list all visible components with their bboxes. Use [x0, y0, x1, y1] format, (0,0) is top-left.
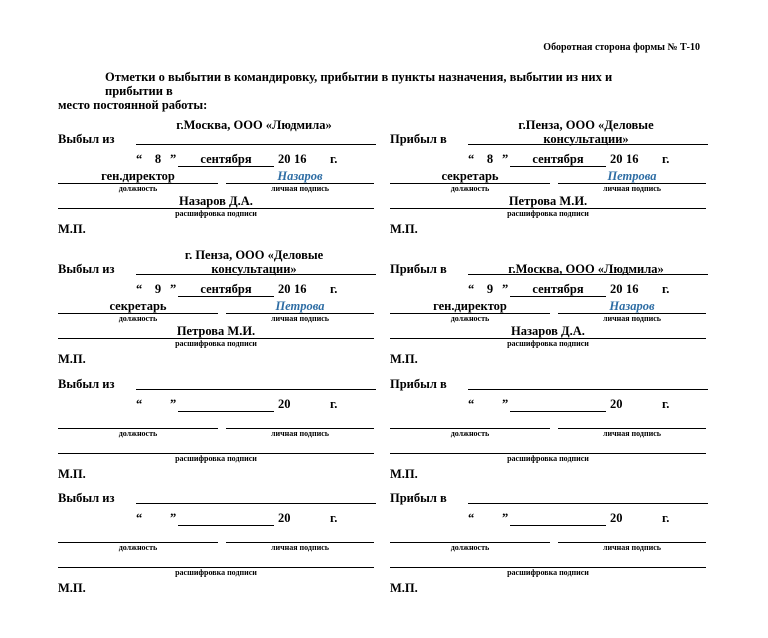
year-suffix: г.	[330, 152, 338, 166]
year-suffix: г.	[330, 397, 338, 411]
departed-label: Выбыл из	[58, 377, 115, 391]
day-value: 9	[486, 282, 494, 296]
place-line-1: г. Пенза, ООО «Деловые	[184, 248, 324, 262]
month-field[interactable]	[178, 166, 274, 167]
year-prefix: 20	[610, 152, 623, 166]
year-suffix: г.	[662, 397, 670, 411]
year-suffix: г.	[330, 282, 338, 296]
month-field[interactable]	[178, 411, 274, 412]
quote-open: “	[136, 152, 143, 166]
position-caption: должность	[450, 184, 490, 193]
departed-label: Выбыл из	[58, 132, 115, 146]
year-prefix: 20	[278, 397, 291, 411]
signature-caption: личная подпись	[271, 184, 329, 193]
place-field[interactable]	[468, 274, 708, 275]
month-value: сентября	[532, 282, 584, 296]
year-prefix: 20	[610, 511, 623, 525]
name-value: Петрова М.И.	[508, 194, 588, 208]
quote-close: ”	[502, 511, 509, 525]
arrived-label: Прибыл в	[390, 262, 447, 276]
place-line-1: г.Москва, ООО «Людмила»	[176, 118, 332, 132]
quote-close: ”	[502, 152, 509, 166]
signature-caption: личная подпись	[603, 543, 661, 552]
month-field[interactable]	[178, 525, 274, 526]
position-caption: должность	[450, 314, 490, 323]
place-line-2: г.Москва, ООО «Людмила»	[508, 262, 664, 276]
signature-caption: личная подпись	[603, 184, 661, 193]
name-value: Петрова М.И.	[176, 324, 256, 338]
year-value: 16	[294, 282, 307, 296]
place-line-1: г.Пенза, ООО «Деловые	[518, 118, 654, 132]
position-value: ген.директор	[101, 169, 175, 183]
stamp-label: М.П.	[58, 581, 86, 595]
place-field[interactable]	[136, 389, 376, 390]
place-field[interactable]	[136, 503, 376, 504]
signature-caption: личная подпись	[603, 429, 661, 438]
place-line-2: консультации»	[211, 262, 297, 276]
decoding-caption: расшифровка подписи	[175, 339, 257, 348]
decoding-caption: расшифровка подписи	[507, 339, 589, 348]
quote-open: “	[468, 282, 475, 296]
signature-caption: личная подпись	[271, 314, 329, 323]
decoding-caption: расшифровка подписи	[507, 568, 589, 577]
position-caption: должность	[450, 429, 490, 438]
departed-label: Выбыл из	[58, 491, 115, 505]
year-suffix: г.	[662, 152, 670, 166]
signature-value: Назаров	[277, 169, 323, 183]
place-field[interactable]	[136, 274, 376, 275]
stamp-label: М.П.	[390, 581, 418, 595]
year-prefix: 20	[278, 152, 291, 166]
month-value: сентября	[532, 152, 584, 166]
decoding-caption: расшифровка подписи	[175, 454, 257, 463]
place-field[interactable]	[468, 144, 708, 145]
stamp-label: М.П.	[58, 467, 86, 481]
departed-label: Выбыл из	[58, 262, 115, 276]
day-value: 9	[154, 282, 162, 296]
month-field[interactable]	[510, 525, 606, 526]
form-reference: Оборотная сторона формы № Т-10	[543, 42, 700, 53]
quote-close: ”	[170, 152, 177, 166]
name-value: Назаров Д.А.	[511, 324, 585, 338]
month-field[interactable]	[178, 296, 274, 297]
year-value: 16	[626, 282, 639, 296]
year-prefix: 20	[610, 397, 623, 411]
arrived-label: Прибыл в	[390, 132, 447, 146]
year-prefix: 20	[610, 282, 623, 296]
month-field[interactable]	[510, 296, 606, 297]
year-prefix: 20	[278, 282, 291, 296]
position-caption: должность	[118, 314, 158, 323]
arrived-label: Прибыл в	[390, 491, 447, 505]
quote-close: ”	[170, 511, 177, 525]
quote-close: ”	[170, 282, 177, 296]
year-suffix: г.	[330, 511, 338, 525]
title-line-1: Отметки о выбытии в командировку, прибытии в пункты назначения, выбытии из них и прибытии в	[105, 70, 613, 98]
signature-caption: личная подпись	[603, 314, 661, 323]
year-value: 16	[626, 152, 639, 166]
day-value: 8	[154, 152, 162, 166]
signature-caption: личная подпись	[271, 429, 329, 438]
quote-open: “	[468, 511, 475, 525]
year-value: 16	[294, 152, 307, 166]
position-caption: должность	[118, 543, 158, 552]
month-value: сентября	[200, 152, 252, 166]
stamp-label: М.П.	[58, 352, 86, 366]
stamp-label: М.П.	[390, 222, 418, 236]
name-value: Назаров Д.А.	[179, 194, 253, 208]
month-field[interactable]	[510, 411, 606, 412]
place-field[interactable]	[468, 389, 708, 390]
day-value: 8	[486, 152, 494, 166]
position-value: секретарь	[441, 169, 499, 183]
stamp-label: М.П.	[390, 352, 418, 366]
page-title	[58, 70, 658, 112]
quote-open: “	[136, 511, 143, 525]
month-value: сентября	[200, 282, 252, 296]
position-caption: должность	[450, 543, 490, 552]
year-prefix: 20	[278, 511, 291, 525]
place-field[interactable]	[136, 144, 376, 145]
arrived-label: Прибыл в	[390, 377, 447, 391]
quote-open: “	[136, 282, 143, 296]
quote-open: “	[136, 397, 143, 411]
quote-close: ”	[502, 282, 509, 296]
decoding-caption: расшифровка подписи	[175, 568, 257, 577]
decoding-caption: расшифровка подписи	[507, 209, 589, 218]
position-value: ген.директор	[433, 299, 507, 313]
month-field[interactable]	[510, 166, 606, 167]
year-suffix: г.	[662, 511, 670, 525]
decoding-caption: расшифровка подписи	[507, 454, 589, 463]
signature-value: Петрова	[275, 299, 325, 313]
position-caption: должность	[118, 184, 158, 193]
signature-value: Назаров	[609, 299, 655, 313]
quote-open: “	[468, 397, 475, 411]
title-line-2: место постоянной работы:	[58, 98, 208, 112]
decoding-caption: расшифровка подписи	[175, 209, 257, 218]
place-field[interactable]	[468, 503, 708, 504]
signature-value: Петрова	[607, 169, 657, 183]
place-line-2: консультации»	[543, 132, 629, 146]
position-caption: должность	[118, 429, 158, 438]
stamp-label: М.П.	[390, 467, 418, 481]
quote-open: “	[468, 152, 475, 166]
stamp-label: М.П.	[58, 222, 86, 236]
signature-caption: личная подпись	[271, 543, 329, 552]
quote-close: ”	[502, 397, 509, 411]
position-value: секретарь	[109, 299, 167, 313]
year-suffix: г.	[662, 282, 670, 296]
quote-close: ”	[170, 397, 177, 411]
